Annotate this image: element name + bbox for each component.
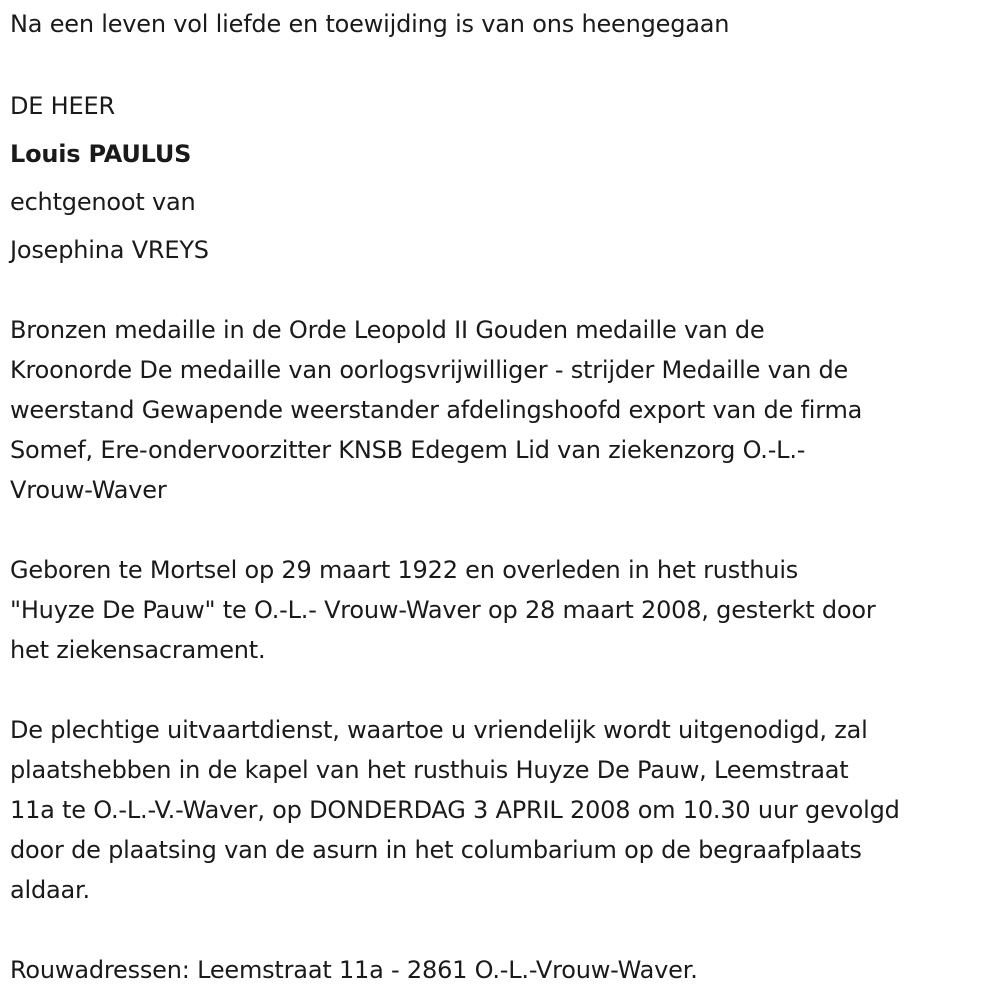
deceased-name: Louis PAULUS [10, 140, 192, 168]
funeral-line: door de plaatsing van de asurn in het columbarium op de begraafplaats [10, 836, 862, 864]
spouse-name: Josephina VREYS [10, 236, 209, 264]
honors-line: weerstand Gewapende weerstander afdelingshoofd export van de firma [10, 396, 863, 424]
intro-text: Na een leven vol liefde en toewijding is van ons heengegaan [10, 10, 730, 38]
funeral-line: 11a te O.-L.-V.-Waver, op DONDERDAG 3 APRIL 2008 om 10.30 uur gevolgd [10, 796, 900, 824]
birth-death-line: Geboren te Mortsel op 29 maart 1922 en overleden in het rusthuis [10, 556, 799, 584]
funeral-line: aldaar. [10, 876, 90, 904]
honors-line: Vrouw-Waver [10, 476, 167, 504]
honors-line: Kroonorde De medaille van oorlogsvrijwilliger - strijder Medaille van de [10, 356, 849, 384]
honors-line: Bronzen medaille in de Orde Leopold II Gouden medaille van de [10, 316, 765, 344]
birth-death-line: het ziekensacrament. [10, 636, 266, 664]
funeral-line: plaatshebben in de kapel van het rusthuis Huyze De Pauw, Leemstraat [10, 756, 849, 784]
birth-death-line: "Huyze De Pauw" te O.-L.- Vrouw-Waver op 28 maart 2008, gesterkt door [10, 596, 876, 624]
title-text: DE HEER [10, 92, 115, 120]
relation-text: echtgenoot van [10, 188, 196, 216]
honors-line: Somef, Ere-ondervoorzitter KNSB Edegem Lid van ziekenzorg O.-L.- [10, 436, 806, 464]
funeral-line: De plechtige uitvaartdienst, waartoe u vriendelijk wordt uitgenodigd, zal [10, 716, 868, 744]
address-text: Rouwadressen: Leemstraat 11a - 2861 O.-L.-Vrouw-Waver. [10, 956, 698, 984]
